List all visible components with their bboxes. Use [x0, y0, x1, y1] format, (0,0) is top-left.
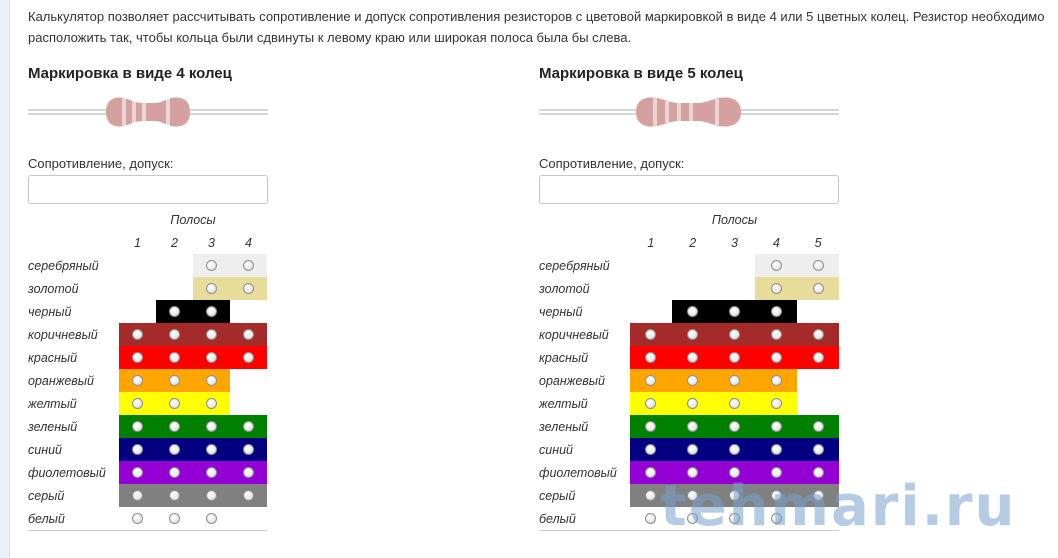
band-number-3: 3	[208, 235, 215, 250]
band-5-red-radio[interactable]	[813, 352, 824, 363]
band-number-1: 1	[134, 235, 141, 250]
calc-5-resistor	[539, 86, 859, 138]
band-2-orange-cell[interactable]	[672, 369, 714, 392]
band-1-yellow-radio[interactable]	[645, 398, 656, 409]
band-3-yellow-radio[interactable]	[206, 398, 217, 409]
band-4-orange-radio[interactable]	[771, 375, 782, 386]
band-3-violet-radio[interactable]	[206, 467, 217, 478]
band-2-white-radio[interactable]	[169, 513, 180, 524]
band-3-orange-radio[interactable]	[729, 375, 740, 386]
calc-5-result-input[interactable]	[539, 175, 839, 204]
band-1-orange-cell[interactable]	[630, 369, 672, 392]
band-2-orange-radio[interactable]	[169, 375, 180, 386]
band-3-yellow-cell[interactable]	[714, 392, 756, 415]
band-4-gray-cell[interactable]	[230, 484, 267, 507]
band-4-brown-radio[interactable]	[243, 329, 254, 340]
band-1-red-cell[interactable]	[119, 346, 156, 369]
band-1-brown-cell[interactable]	[630, 323, 672, 346]
color-row-gold	[28, 277, 267, 300]
band-2-blue-radio[interactable]	[169, 444, 180, 455]
band-2-orange-cell[interactable]	[156, 369, 193, 392]
band-2-violet-radio[interactable]	[169, 467, 180, 478]
band-5-brown-cell[interactable]	[797, 323, 839, 346]
band-5-silver-cell[interactable]	[797, 254, 839, 277]
bands-label: Полосы	[711, 212, 758, 227]
calc-4-resistor	[28, 86, 348, 138]
band-2-silver-cell	[672, 254, 714, 277]
band-2-gold-cell	[156, 277, 193, 300]
band-2-brown-radio[interactable]	[687, 329, 698, 340]
band-1-black-cell	[119, 300, 156, 323]
band-2-red-cell[interactable]	[672, 346, 714, 369]
band-3-white-cell[interactable]	[193, 507, 230, 531]
band-5-gold-cell[interactable]	[797, 277, 839, 300]
band-2-silver-cell	[156, 254, 193, 277]
band-1-white-cell[interactable]	[119, 507, 156, 531]
color-row-brown	[539, 323, 839, 346]
band-5-blue-radio[interactable]	[813, 444, 824, 455]
color-row-gold	[539, 277, 839, 300]
band-3-red-cell[interactable]	[714, 346, 756, 369]
color-row-black	[28, 300, 267, 323]
band-1-violet-radio[interactable]	[132, 467, 143, 478]
band-4-brown-radio[interactable]	[771, 329, 782, 340]
band-2-gold-cell	[672, 277, 714, 300]
band-1-orange-radio[interactable]	[645, 375, 656, 386]
band-4-brown-cell[interactable]	[755, 323, 797, 346]
color-name: фиолетовый	[539, 465, 617, 480]
color-row-red	[539, 346, 839, 369]
color-name: коричневый	[539, 327, 609, 342]
band-2-black-radio[interactable]	[687, 306, 698, 317]
color-row-brown	[28, 323, 267, 346]
band-3-orange-radio[interactable]	[206, 375, 217, 386]
band-2-blue-cell[interactable]	[672, 438, 714, 461]
band-2-brown-radio[interactable]	[169, 329, 180, 340]
band-3-blue-radio[interactable]	[206, 444, 217, 455]
band-3-black-cell[interactable]	[193, 300, 230, 323]
calc-4-bands	[28, 62, 348, 531]
band-4-blue-radio[interactable]	[771, 444, 782, 455]
band-1-gold-cell	[119, 277, 156, 300]
band-1-yellow-radio[interactable]	[132, 398, 143, 409]
band-4-green-radio[interactable]	[243, 421, 254, 432]
band-5-gold-radio[interactable]	[813, 283, 824, 294]
band-number-3: 3	[731, 235, 738, 250]
band-2-yellow-cell[interactable]	[672, 392, 714, 415]
color-row-white	[28, 507, 267, 531]
color-row-silver	[539, 254, 839, 277]
band-4-brown-cell[interactable]	[230, 323, 267, 346]
left-sidebar-strip	[0, 0, 10, 558]
bands-header-row	[539, 208, 839, 231]
band-number-1: 1	[647, 235, 655, 250]
band-2-gray-cell[interactable]	[156, 484, 193, 507]
band-4-black-cell	[230, 300, 267, 323]
band-1-yellow-cell[interactable]	[119, 392, 156, 415]
band-1-orange-cell[interactable]	[119, 369, 156, 392]
band-4-gold-cell[interactable]	[230, 277, 267, 300]
band-4-violet-cell[interactable]	[230, 461, 267, 484]
band-4-gold-cell[interactable]	[755, 277, 797, 300]
color-name: красный	[28, 350, 78, 365]
band-4-orange-cell[interactable]	[755, 369, 797, 392]
watermark-logo: tehmari.ru	[660, 474, 1017, 539]
band-numbers-spacer	[28, 231, 119, 254]
band-1-red-radio[interactable]	[132, 352, 143, 363]
band-1-white-radio[interactable]	[645, 513, 656, 524]
color-name: серебряный	[28, 258, 99, 273]
color-name: зеленый	[28, 419, 78, 434]
color-name: оранжевый	[539, 373, 605, 388]
band-4-silver-radio[interactable]	[243, 260, 254, 271]
band-4-violet-radio[interactable]	[243, 467, 254, 478]
band-1-violet-cell[interactable]	[119, 461, 156, 484]
color-name: серый	[28, 488, 65, 503]
band-1-gray-radio[interactable]	[132, 490, 143, 501]
bands-label: Полосы	[170, 212, 216, 227]
band-4-red-radio[interactable]	[243, 352, 254, 363]
band-1-red-radio[interactable]	[645, 352, 656, 363]
band-4-yellow-radio[interactable]	[771, 398, 782, 409]
band-2-green-radio[interactable]	[687, 421, 698, 432]
band-4-white-cell	[230, 507, 267, 531]
band-4-silver-cell[interactable]	[230, 254, 267, 277]
color-name: зеленый	[539, 419, 589, 434]
color-row-silver	[28, 254, 267, 277]
calc-4-result-input[interactable]	[28, 175, 268, 204]
band-2-blue-radio[interactable]	[687, 444, 698, 455]
color-name: оранжевый	[28, 373, 94, 388]
resistor-5-icon	[539, 86, 839, 138]
band-2-green-cell[interactable]	[672, 415, 714, 438]
bands-header-spacer	[539, 208, 630, 231]
color-row-red	[28, 346, 267, 369]
band-2-yellow-radio[interactable]	[169, 398, 180, 409]
band-1-green-cell[interactable]	[119, 415, 156, 438]
band-3-red-cell[interactable]	[193, 346, 230, 369]
band-4-blue-radio[interactable]	[243, 444, 254, 455]
color-name: коричневый	[28, 327, 98, 342]
intro-text: Калькулятор позволяет рассчитывать сопротивление и допуск сопротивления резисторов с цветовой маркировкой в виде 4 или 5 цветных колец. Резистор необходимо расположить так, чтобы кольца были сдвинуты к левому краю или широкая полоса была бы слева.	[28, 9, 1045, 45]
band-1-white-radio[interactable]	[132, 513, 143, 524]
band-3-silver-radio[interactable]	[206, 260, 217, 271]
band-3-gray-cell[interactable]	[193, 484, 230, 507]
band-1-gray-radio[interactable]	[645, 490, 656, 501]
color-row-orange	[539, 369, 839, 392]
band-2-blue-cell[interactable]	[156, 438, 193, 461]
bands-header-row	[28, 208, 267, 231]
calc-5-result-label: Сопротивление, допуск:	[539, 156, 685, 171]
band-5-yellow-cell	[797, 392, 839, 415]
band-1-violet-radio[interactable]	[645, 467, 656, 478]
band-number-4: 4	[772, 235, 780, 250]
band-4-yellow-cell	[230, 392, 267, 415]
color-name: серый	[539, 488, 576, 503]
band-5-black-cell	[797, 300, 839, 323]
band-3-gray-radio[interactable]	[206, 490, 217, 501]
band-2-red-cell[interactable]	[156, 346, 193, 369]
band-4-blue-cell[interactable]	[755, 438, 797, 461]
band-3-red-radio[interactable]	[729, 352, 740, 363]
band-4-green-cell[interactable]	[230, 415, 267, 438]
band-2-brown-cell[interactable]	[156, 323, 193, 346]
band-4-silver-radio[interactable]	[771, 260, 782, 271]
band-1-green-radio[interactable]	[132, 421, 143, 432]
band-3-blue-radio[interactable]	[729, 444, 740, 455]
band-2-brown-cell[interactable]	[672, 323, 714, 346]
band-3-brown-radio[interactable]	[206, 329, 217, 340]
band-3-brown-radio[interactable]	[729, 329, 740, 340]
band-1-brown-radio[interactable]	[132, 329, 143, 340]
color-row-violet	[28, 461, 267, 484]
band-3-brown-cell[interactable]	[193, 323, 230, 346]
color-name: желтый	[539, 396, 588, 411]
band-4-silver-cell[interactable]	[755, 254, 797, 277]
band-2-black-cell[interactable]	[156, 300, 193, 323]
band-3-gold-cell[interactable]	[193, 277, 230, 300]
band-5-green-cell[interactable]	[797, 415, 839, 438]
band-2-black-cell[interactable]	[672, 300, 714, 323]
band-4-orange-cell	[230, 369, 267, 392]
calc-5-bands	[539, 62, 859, 531]
resistor-5-body	[636, 98, 741, 127]
band-2-black-radio[interactable]	[169, 306, 180, 317]
band-3-green-radio[interactable]	[206, 421, 217, 432]
band-5-green-radio[interactable]	[813, 421, 824, 432]
resistor-4-icon	[28, 86, 268, 138]
band-3-black-cell[interactable]	[714, 300, 756, 323]
band-4-black-radio[interactable]	[771, 306, 782, 317]
band-1-blue-radio[interactable]	[645, 444, 656, 455]
color-row-yellow	[539, 392, 839, 415]
band-3-yellow-cell[interactable]	[193, 392, 230, 415]
band-3-black-radio[interactable]	[206, 306, 217, 317]
band-1-yellow-cell[interactable]	[630, 392, 672, 415]
band-3-green-cell[interactable]	[714, 415, 756, 438]
color-row-yellow	[28, 392, 267, 415]
band-1-red-cell[interactable]	[630, 346, 672, 369]
band-3-violet-cell[interactable]	[193, 461, 230, 484]
band-3-silver-cell	[714, 254, 756, 277]
color-name: белый	[28, 507, 119, 531]
band-numbers-row	[539, 231, 839, 254]
band-numbers-spacer	[539, 231, 630, 254]
color-row-blue	[539, 438, 839, 461]
color-row-blue	[28, 438, 267, 461]
band-3-orange-cell[interactable]	[714, 369, 756, 392]
band-4-blue-cell[interactable]	[230, 438, 267, 461]
band-4-red-cell[interactable]	[755, 346, 797, 369]
band-4-green-radio[interactable]	[771, 421, 782, 432]
band-1-green-radio[interactable]	[645, 421, 656, 432]
band-2-violet-cell[interactable]	[156, 461, 193, 484]
band-2-red-radio[interactable]	[169, 352, 180, 363]
band-1-blue-cell[interactable]	[630, 438, 672, 461]
color-row-gray	[28, 484, 267, 507]
resistor-4-body	[106, 98, 190, 127]
band-4-gray-radio[interactable]	[243, 490, 254, 501]
band-2-red-radio[interactable]	[687, 352, 698, 363]
band-2-orange-radio[interactable]	[687, 375, 698, 386]
calc-4-band-table	[28, 208, 267, 531]
band-5-brown-radio[interactable]	[813, 329, 824, 340]
band-2-white-cell[interactable]	[156, 507, 193, 531]
band-2-yellow-radio[interactable]	[687, 398, 698, 409]
color-name: золотой	[28, 281, 79, 296]
band-4-red-radio[interactable]	[771, 352, 782, 363]
band-number-2: 2	[689, 235, 697, 250]
band-1-silver-cell	[630, 254, 672, 277]
color-row-green	[28, 415, 267, 438]
band-4-gold-radio[interactable]	[243, 283, 254, 294]
color-name: синий	[28, 442, 62, 457]
band-3-green-radio[interactable]	[729, 421, 740, 432]
band-1-green-cell[interactable]	[630, 415, 672, 438]
color-name: золотой	[539, 281, 590, 296]
color-name: черный	[539, 304, 583, 319]
band-2-green-cell[interactable]	[156, 415, 193, 438]
band-2-green-radio[interactable]	[169, 421, 180, 432]
band-1-gold-cell	[630, 277, 672, 300]
band-4-gold-radio[interactable]	[771, 283, 782, 294]
band-4-yellow-cell[interactable]	[755, 392, 797, 415]
band-3-yellow-radio[interactable]	[729, 398, 740, 409]
band-1-blue-radio[interactable]	[132, 444, 143, 455]
band-3-green-cell[interactable]	[193, 415, 230, 438]
color-name: белый	[539, 507, 630, 531]
band-5-red-cell[interactable]	[797, 346, 839, 369]
band-3-blue-cell[interactable]	[193, 438, 230, 461]
color-name: серебряный	[539, 258, 610, 273]
color-name: синий	[539, 442, 573, 457]
band-3-white-radio[interactable]	[206, 513, 217, 524]
calc-4-result-label: Сопротивление, допуск:	[28, 156, 174, 171]
band-numbers-row	[28, 231, 267, 254]
band-4-black-cell[interactable]	[755, 300, 797, 323]
color-row-green	[539, 415, 839, 438]
band-1-black-cell	[630, 300, 672, 323]
band-1-orange-radio[interactable]	[132, 375, 143, 386]
color-row-black	[539, 300, 839, 323]
band-1-silver-cell	[119, 254, 156, 277]
band-3-blue-cell[interactable]	[714, 438, 756, 461]
color-name: черный	[28, 304, 72, 319]
band-3-black-radio[interactable]	[729, 306, 740, 317]
band-number-5: 5	[814, 235, 822, 250]
band-1-brown-cell[interactable]	[119, 323, 156, 346]
band-2-yellow-cell[interactable]	[156, 392, 193, 415]
color-name: желтый	[28, 396, 77, 411]
color-name: фиолетовый	[28, 465, 106, 480]
band-number-2: 2	[171, 235, 178, 250]
band-5-orange-cell	[797, 369, 839, 392]
band-2-gray-radio[interactable]	[169, 490, 180, 501]
band-number-4: 4	[245, 235, 252, 250]
calc-4-title: Маркировка в виде 4 колец	[28, 65, 232, 82]
band-1-brown-radio[interactable]	[645, 329, 656, 340]
color-row-orange	[28, 369, 267, 392]
band-3-gold-cell	[714, 277, 756, 300]
band-3-gold-radio[interactable]	[206, 283, 217, 294]
band-1-gray-cell[interactable]	[119, 484, 156, 507]
band-1-blue-cell[interactable]	[119, 438, 156, 461]
bands-header-spacer	[28, 208, 119, 231]
band-3-orange-cell[interactable]	[193, 369, 230, 392]
band-5-blue-cell[interactable]	[797, 438, 839, 461]
color-name: красный	[539, 350, 589, 365]
band-3-silver-cell[interactable]	[193, 254, 230, 277]
calc-5-title: Маркировка в виде 5 колец	[539, 65, 743, 82]
band-5-silver-radio[interactable]	[813, 260, 824, 271]
band-3-red-radio[interactable]	[206, 352, 217, 363]
band-3-brown-cell[interactable]	[714, 323, 756, 346]
band-4-red-cell[interactable]	[230, 346, 267, 369]
band-4-green-cell[interactable]	[755, 415, 797, 438]
